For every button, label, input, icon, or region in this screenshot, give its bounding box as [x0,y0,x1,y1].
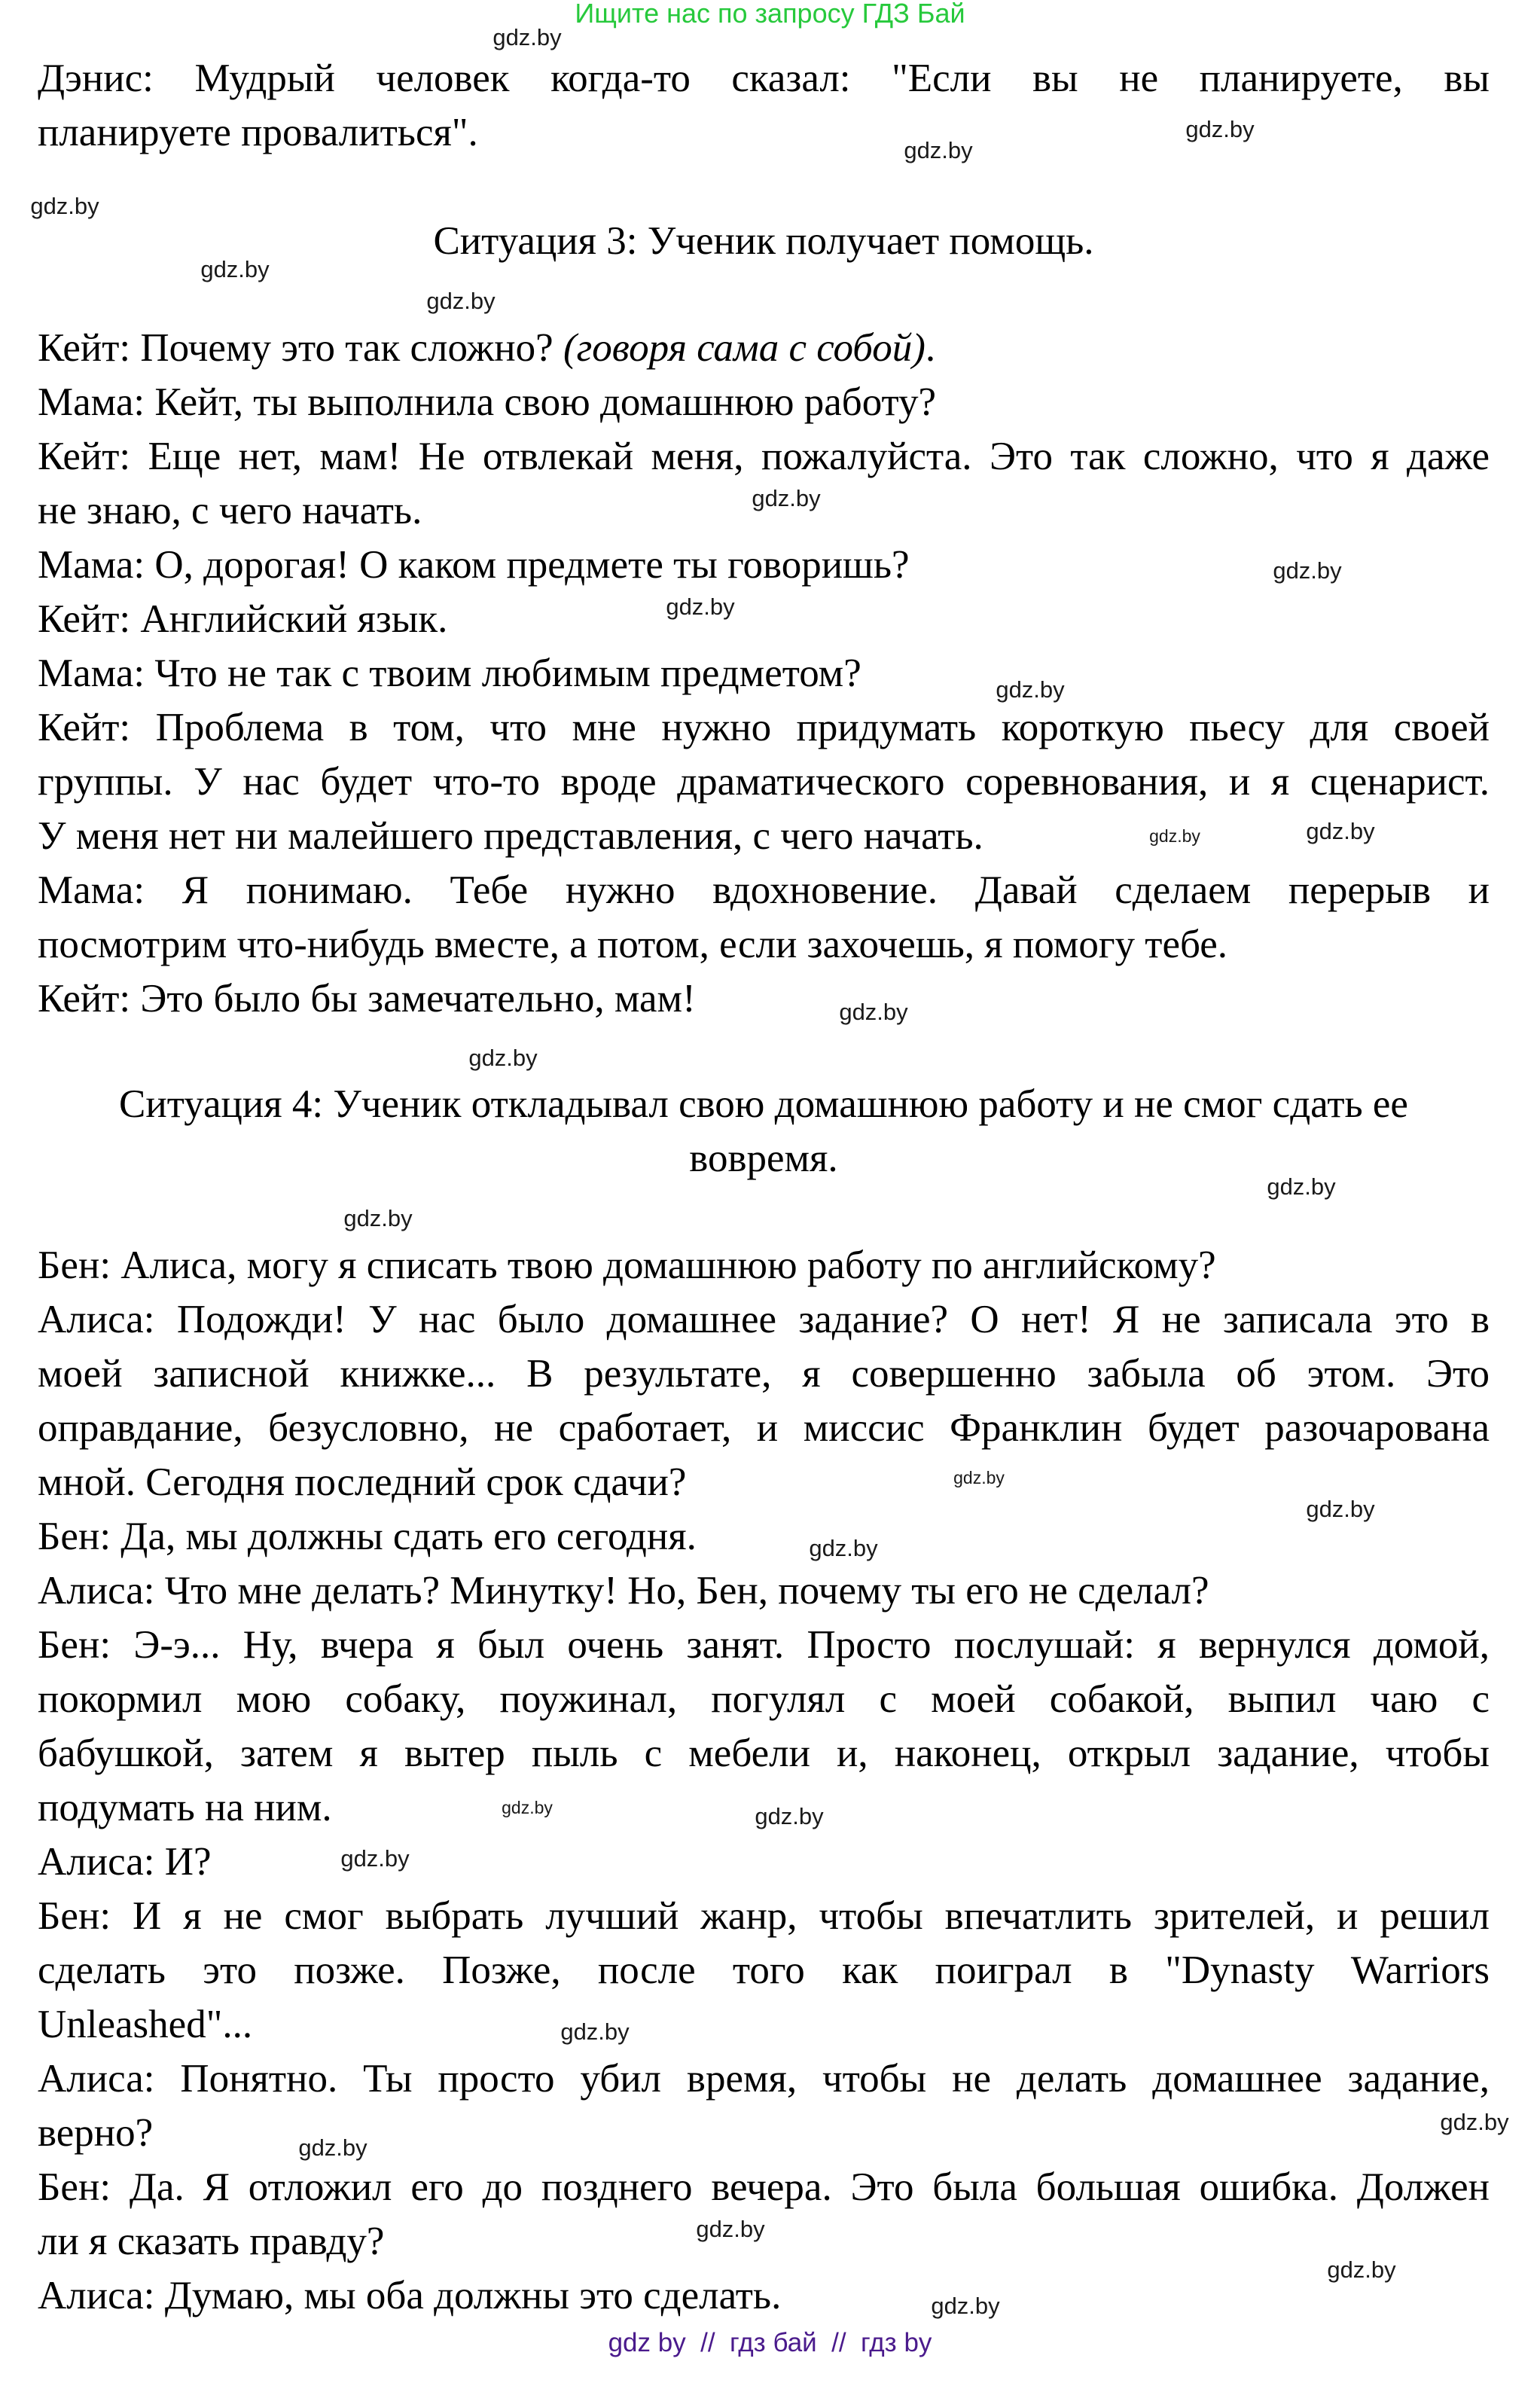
line-text: Алиса: И? [38,1840,212,1884]
text-line [38,1347,1490,1401]
stage-direction: (говоря сама с собой) [563,326,926,370]
text-line [38,700,1490,755]
text-line [38,1564,1490,1618]
text-line [38,755,1490,809]
situation-3-dialogue [38,321,1490,1026]
watermark: gdz.by [931,2293,1000,2319]
situation-4-dialogue [38,1238,1490,2323]
watermark: gdz.by [560,2018,630,2045]
line-text: Алиса: Понятно. Ты просто убил время, чтобы не делать домашнее задание, [38,2057,1490,2101]
line-text: Бен: Э-э... Ну, вчера я был очень занят. Просто послушай: я вернулся домой, [38,1623,1490,1667]
line-text: Unleashed"... [38,2003,253,2046]
text-line [38,429,1490,484]
watermark: gdz.by [752,485,821,511]
text-line [38,105,1490,160]
text-line [38,2160,1490,2214]
line-text: Бен: Да, мы должны сдать его сегодня. [38,1515,697,1558]
watermark: gdz.by [298,2134,367,2161]
watermark: gdz.by [1440,2109,1509,2135]
text-line [38,1726,1490,1780]
line-text: мной. Сегодня последний срок сдачи? [38,1460,687,1504]
line-text: Кейт: Английский язык. [38,597,448,641]
watermark: gdz.by [1327,2256,1396,2283]
watermark: gdz.by [1149,826,1200,846]
watermark: gdz.by [340,1845,410,1872]
line-text: Мама: Я понимаю. Тебе нужно вдохновение. Давай сделаем перерыв и [38,868,1490,912]
text-line [38,809,1490,863]
text-line [38,1672,1490,1726]
line-text: вовремя. [689,1137,838,1180]
watermark: gdz.by [1185,116,1255,142]
watermark: gdz.by [1267,1173,1336,1200]
watermark: gdz.by [30,193,99,219]
line-text: планируете провалиться". [38,111,478,154]
line-text: бабушкой, затем я вытер пыль с мебели и, наконец, открыл задание, чтобы [38,1732,1490,1775]
line-text: верно? [38,2111,154,2155]
line-text: Мама: Что не так с твоим любимым предметом? [38,651,861,695]
watermark: gdz.by [696,2216,765,2242]
text-line [38,592,1490,646]
text-line [38,375,1490,429]
text-line [38,1618,1490,1672]
line-text: Ситуация 3: Ученик получает помощь. [433,219,1094,263]
text-line [38,1943,1490,1997]
watermark: gdz.by [1306,818,1375,844]
text-line [38,2269,1490,2323]
line-text: Ситуация 4: Ученик откладывал свою домашнюю работу и не смог сдать ее [119,1082,1408,1126]
watermark: gdz.by [809,1535,878,1561]
line-text: посмотрим что-нибудь вместе, а потом, если захочешь, я помогу тебе. [38,923,1228,966]
watermark: gdz.by [468,1045,538,1071]
line-text-end: . [925,326,936,370]
line-text: Бен: Алиса, могу я списать твою домашнюю работу по английскому? [38,1243,1216,1287]
watermark: gdz.by [953,1468,1005,1487]
text-line [38,2052,1490,2106]
line-text: Алиса: Подожди! У нас было домашнее задание? О нет! Я не записала это в [38,1298,1490,1341]
watermark: gdz.by [343,1205,413,1231]
line-text: оправдание, безусловно, не сработает, и миссис Франклин будет разочарована [38,1406,1490,1450]
watermark: gdz.by [755,1803,824,1829]
watermark: gdz.by [492,24,562,50]
text-line [38,1889,1490,1943]
watermark: gdz.by [426,288,496,314]
line-text: сделать это позже. Позже, после того как поиграл в "Dynasty Warriors [38,1948,1490,1992]
watermark: gdz.by [839,999,908,1025]
line-text: У меня нет ни малейшего представления, с чего начать. [38,814,983,858]
text-line [38,972,1490,1026]
text-line [38,1238,1490,1292]
watermark: gdz.by [1306,1496,1375,1522]
line-text: Кейт: Проблема в том, что мне нужно придумать короткую пьесу для своей [38,706,1490,749]
text-line [38,2106,1490,2160]
text-line [38,538,1490,592]
watermark: gdz.by [200,256,270,282]
dialogue-intro [38,51,1490,160]
text-line [38,1509,1490,1564]
footer-banner: gdz by // гдз бай // гдз by [608,2328,932,2357]
watermark: gdz.by [1273,557,1342,584]
text-line [38,1997,1490,2052]
text-line [38,1835,1490,1889]
text-line [38,1077,1490,1131]
line-text: покормил мою собаку, поужинал, погулял с моей собакой, выпил чаю с [38,1677,1490,1721]
text-line [38,1401,1490,1455]
line-text: Алиса: Думаю, мы оба должны это сделать. [38,2274,782,2317]
line-text: Кейт: Почему это так сложно? [38,326,563,370]
watermark: gdz.by [666,593,735,620]
line-text: Кейт: Еще нет, мам! Не отвлекай меня, пожалуйста. Это так сложно, что я даже [38,435,1490,478]
line-text: моей записной книжке... В результате, я совершенно забыла об этом. Это [38,1352,1490,1396]
line-text: Мама: Кейт, ты выполнила свою домашнюю работу? [38,380,937,424]
text-line [38,51,1490,105]
watermark: gdz.by [996,676,1065,703]
search-banner: Ищите нас по запросу ГДЗ Бай [575,0,965,29]
line-text: Бен: И я не смог выбрать лучший жанр, чтобы впечатлить зрителей, и решил [38,1894,1490,1938]
line-text: Кейт: Это было бы замечательно, мам! [38,977,696,1021]
situation-4-heading [38,1077,1490,1185]
line-text: Дэнис: Мудрый человек когда-то сказал: "Если вы не планируете, вы [38,56,1490,100]
line-text: подумать на ним. [38,1786,332,1829]
text-line [38,917,1490,972]
line-text: ли я сказать правду? [38,2220,385,2263]
text-line [38,1292,1490,1347]
line-text: Бен: Да. Я отложил его до позднего вечера. Это была большая ошибка. Должен [38,2165,1490,2209]
line-text: Алиса: Что мне делать? Минутку! Но, Бен, почему ты его не сделал? [38,1569,1209,1613]
text-line [38,863,1490,917]
line-text: Мама: О, дорогая! О каком предмете ты говоришь? [38,543,910,587]
watermark: gdz.by [502,1798,553,1817]
text-line [38,321,1490,375]
watermark: gdz.by [904,137,973,163]
line-text: группы. У нас будет что-то вроде драматического соревнования, и я сценарист. [38,760,1490,804]
text-line [38,646,1490,703]
text-line [38,1455,1490,1509]
line-text: не знаю, с чего начать. [38,489,422,532]
